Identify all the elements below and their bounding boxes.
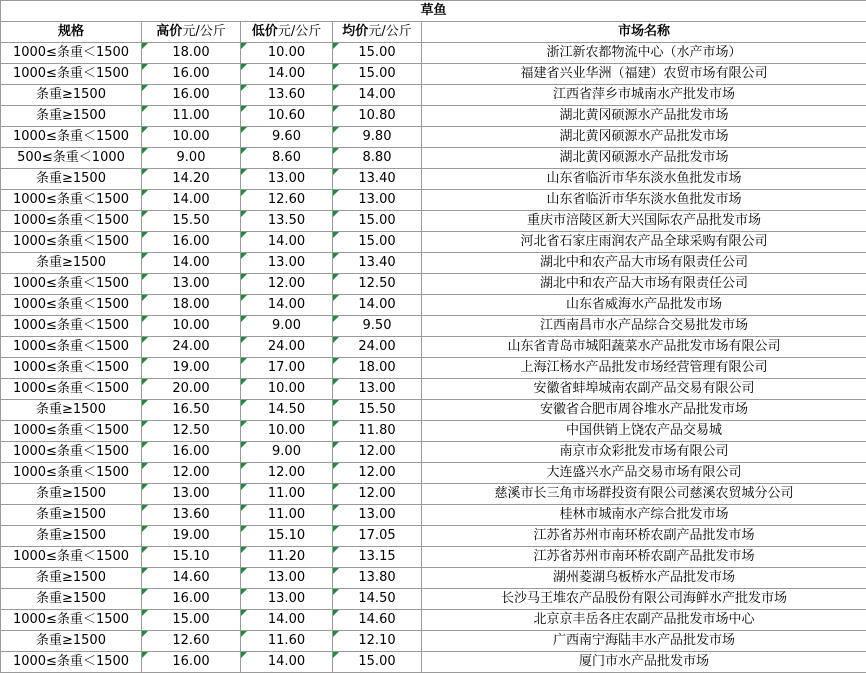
cell-avg-price[interactable]: 15.00 — [333, 64, 422, 85]
table-row — [1, 64, 866, 85]
cell-avg-price[interactable]: 11.80 — [333, 421, 422, 442]
cell-low-price[interactable]: 13.00 — [241, 568, 333, 589]
cell-low-price[interactable]: 14.00 — [241, 232, 333, 253]
cell-high-price[interactable]: 18.00 — [142, 295, 241, 316]
cell-low-price[interactable]: 14.00 — [241, 610, 333, 631]
cell-avg-price[interactable]: 18.00 — [333, 358, 422, 379]
cell-high-price[interactable]: 11.00 — [142, 106, 241, 127]
table-row — [1, 316, 866, 337]
cell-high-price[interactable]: 19.00 — [142, 358, 241, 379]
cell-low-price[interactable]: 13.00 — [241, 253, 333, 274]
cell-spec[interactable]: 1000≤条重＜1500 — [1, 274, 142, 295]
cell-high-price[interactable]: 16.00 — [142, 442, 241, 463]
cell-high-price[interactable]: 15.00 — [142, 610, 241, 631]
table-row — [1, 169, 866, 190]
cell-market-name[interactable]: 广西南宁海陆丰水产品批发市场 — [422, 631, 866, 652]
cell-low-price[interactable]: 12.60 — [241, 190, 333, 211]
cell-avg-price[interactable]: 15.00 — [333, 43, 422, 64]
cell-avg-price[interactable]: 13.00 — [333, 379, 422, 400]
cell-market-name[interactable]: 河北省石家庄雨润农产品全球采购有限公司 — [422, 232, 866, 253]
cell-avg-price[interactable]: 13.80 — [333, 568, 422, 589]
cell-low-price[interactable]: 11.00 — [241, 505, 333, 526]
cell-market-name[interactable]: 山东省青岛市城阳蔬菜水产品批发市场有限公司 — [422, 337, 866, 358]
table-row — [1, 274, 866, 295]
header-high[interactable] — [142, 22, 241, 43]
cell-spec[interactable]: 1000≤条重＜1500 — [1, 211, 142, 232]
cell-low-price[interactable]: 10.00 — [241, 379, 333, 400]
cell-avg-price[interactable]: 14.00 — [333, 85, 422, 106]
cell-low-price[interactable]: 13.50 — [241, 211, 333, 232]
cell-spec[interactable]: 条重≥1500 — [1, 631, 142, 652]
cell-spec[interactable]: 1000≤条重＜1500 — [1, 337, 142, 358]
cell-avg-price[interactable]: 8.80 — [333, 148, 422, 169]
table-row — [1, 337, 866, 358]
cell-spec[interactable]: 条重≥1500 — [1, 169, 142, 190]
cell-low-price[interactable]: 8.60 — [241, 148, 333, 169]
cell-low-price[interactable]: 24.00 — [241, 337, 333, 358]
cell-avg-price[interactable]: 9.80 — [333, 127, 422, 148]
cell-market-name[interactable]: 湖北中和农产品大市场有限责任公司 — [422, 274, 866, 295]
cell-high-price[interactable]: 14.20 — [142, 169, 241, 190]
cell-spec[interactable]: 1000≤条重＜1500 — [1, 232, 142, 253]
cell-market-name[interactable]: 慈溪市长三角市场群投资有限公司慈溪农贸城分公司 — [422, 484, 866, 505]
cell-market-name[interactable]: 长沙马王堆农产品股份有限公司海鲜水产批发市场 — [422, 589, 866, 610]
table-row — [1, 484, 866, 505]
cell-market-name[interactable]: 江西省萍乡市城南水产批发市场 — [422, 85, 866, 106]
cell-avg-price[interactable]: 17.05 — [333, 526, 422, 547]
header-avg-unit: 元/公斤 — [368, 24, 412, 39]
cell-low-price[interactable]: 11.20 — [241, 547, 333, 568]
cell-high-price[interactable]: 10.00 — [142, 316, 241, 337]
cell-low-price[interactable]: 13.60 — [241, 85, 333, 106]
cell-market-name[interactable]: 中国供销上饶农产品交易城 — [422, 421, 866, 442]
cell-spec[interactable]: 1000≤条重＜1500 — [1, 421, 142, 442]
table-row — [1, 526, 866, 547]
cell-avg-price[interactable]: 14.60 — [333, 610, 422, 631]
cell-high-price[interactable]: 14.00 — [142, 253, 241, 274]
cell-avg-price[interactable]: 13.40 — [333, 169, 422, 190]
table-row — [1, 127, 866, 148]
cell-high-price[interactable]: 14.60 — [142, 568, 241, 589]
cell-high-price[interactable]: 16.00 — [142, 652, 241, 673]
cell-low-price[interactable]: 14.50 — [241, 400, 333, 421]
table-row — [1, 652, 866, 673]
cell-avg-price[interactable]: 15.00 — [333, 652, 422, 673]
cell-market-name[interactable]: 桂林市城南水产综合批发市场 — [422, 505, 866, 526]
cell-avg-price[interactable]: 14.00 — [333, 295, 422, 316]
cell-low-price[interactable]: 13.00 — [241, 169, 333, 190]
cell-spec[interactable]: 1000≤条重＜1500 — [1, 295, 142, 316]
cell-market-name[interactable]: 湖北黄冈硕源水产品批发市场 — [422, 127, 866, 148]
cell-high-price[interactable]: 18.00 — [142, 43, 241, 64]
table-row — [1, 358, 866, 379]
cell-spec[interactable]: 1000≤条重＜1500 — [1, 190, 142, 211]
cell-high-price[interactable]: 13.00 — [142, 274, 241, 295]
cell-market-name[interactable]: 湖州菱湖乌板桥水产品批发市场 — [422, 568, 866, 589]
header-low-unit: 元/公斤 — [277, 24, 322, 39]
cell-avg-price[interactable]: 14.50 — [333, 589, 422, 610]
cell-spec[interactable]: 1000≤条重＜1500 — [1, 652, 142, 673]
cell-spec[interactable]: 条重≥1500 — [1, 85, 142, 106]
cell-avg-price[interactable]: 12.00 — [333, 484, 422, 505]
table-row — [1, 505, 866, 526]
header-low-label: 低价 — [251, 24, 278, 39]
cell-spec[interactable]: 1000≤条重＜1500 — [1, 358, 142, 379]
header-avg[interactable] — [333, 22, 422, 43]
cell-spec[interactable]: 1000≤条重＜1500 — [1, 547, 142, 568]
cell-low-price[interactable]: 11.00 — [241, 484, 333, 505]
cell-spec[interactable]: 1000≤条重＜1500 — [1, 64, 142, 85]
cell-high-price[interactable]: 16.00 — [142, 85, 241, 106]
table-row — [1, 610, 866, 631]
cell-low-price[interactable]: 15.10 — [241, 526, 333, 547]
cell-avg-price[interactable]: 24.00 — [333, 337, 422, 358]
cell-high-price[interactable]: 13.00 — [142, 484, 241, 505]
table-row — [1, 211, 866, 232]
cell-low-price[interactable]: 13.00 — [241, 589, 333, 610]
header-market[interactable]: 市场名称 — [422, 22, 866, 43]
cell-spec[interactable]: 1000≤条重＜1500 — [1, 127, 142, 148]
cell-avg-price[interactable]: 12.00 — [333, 463, 422, 484]
table-row — [1, 43, 866, 64]
table-row — [1, 568, 866, 589]
cell-market-name[interactable]: 上海江杨水产品批发市场经营管理有限公司 — [422, 358, 866, 379]
cell-spec[interactable]: 条重≥1500 — [1, 484, 142, 505]
cell-market-name[interactable]: 南京市众彩批发市场有限公司 — [422, 442, 866, 463]
cell-spec[interactable]: 1000≤条重＜1500 — [1, 610, 142, 631]
cell-avg-price[interactable]: 9.50 — [333, 316, 422, 337]
table-row — [1, 148, 866, 169]
cell-low-price[interactable]: 14.00 — [241, 295, 333, 316]
cell-high-price[interactable]: 9.00 — [142, 148, 241, 169]
cell-high-price[interactable]: 13.60 — [142, 505, 241, 526]
cell-avg-price[interactable]: 10.80 — [333, 106, 422, 127]
cell-spec[interactable]: 500≤条重＜1000 — [1, 148, 142, 169]
cell-spec[interactable]: 条重≥1500 — [1, 568, 142, 589]
cell-avg-price[interactable]: 12.00 — [333, 442, 422, 463]
table-row — [1, 463, 866, 484]
cell-market-name[interactable]: 湖北黄冈硕源水产品批发市场 — [422, 148, 866, 169]
cell-market-name[interactable]: 北京京丰岳各庄农副产品批发市场中心 — [422, 610, 866, 631]
table-row — [1, 106, 866, 127]
table-body — [1, 43, 866, 673]
cell-spec[interactable]: 条重≥1500 — [1, 400, 142, 421]
table-row — [1, 379, 866, 400]
table-row — [1, 547, 866, 568]
cell-high-price[interactable]: 12.50 — [142, 421, 241, 442]
cell-avg-price[interactable]: 15.00 — [333, 232, 422, 253]
sheet-title: 草鱼 — [1, 1, 866, 22]
cell-high-price[interactable]: 16.00 — [142, 64, 241, 85]
cell-low-price[interactable]: 10.00 — [241, 421, 333, 442]
cell-market-name[interactable]: 福建省兴业华洲（福建）农贸市场有限公司 — [422, 64, 866, 85]
cell-avg-price[interactable]: 15.00 — [333, 211, 422, 232]
header-low[interactable] — [241, 22, 333, 43]
cell-low-price[interactable]: 10.00 — [241, 43, 333, 64]
cell-market-name[interactable]: 山东省临沂市华东淡水鱼批发市场 — [422, 190, 866, 211]
cell-spec[interactable]: 1000≤条重＜1500 — [1, 463, 142, 484]
cell-spec[interactable]: 条重≥1500 — [1, 253, 142, 274]
cell-high-price[interactable]: 15.50 — [142, 211, 241, 232]
cell-avg-price[interactable]: 12.10 — [333, 631, 422, 652]
table-row — [1, 232, 866, 253]
table-row — [1, 253, 866, 274]
cell-low-price[interactable]: 9.00 — [241, 316, 333, 337]
cell-spec[interactable]: 1000≤条重＜1500 — [1, 379, 142, 400]
cell-high-price[interactable]: 15.10 — [142, 547, 241, 568]
cell-high-price[interactable]: 20.00 — [142, 379, 241, 400]
cell-market-name[interactable]: 安徽省合肥市周谷堆水产品批发市场 — [422, 400, 866, 421]
header-high-unit: 元/公斤 — [182, 24, 226, 39]
cell-high-price[interactable]: 16.00 — [142, 232, 241, 253]
cell-market-name[interactable]: 江苏省苏州市南环桥农副产品批发市场 — [422, 526, 866, 547]
table-row — [1, 85, 866, 106]
cell-avg-price[interactable]: 12.50 — [333, 274, 422, 295]
cell-spec[interactable]: 1000≤条重＜1500 — [1, 442, 142, 463]
cell-market-name[interactable]: 浙江新农都物流中心（水产市场） — [422, 43, 866, 64]
cell-high-price[interactable]: 16.00 — [142, 589, 241, 610]
cell-market-name[interactable]: 湖北中和农产品大市场有限责任公司 — [422, 253, 866, 274]
cell-low-price[interactable]: 12.00 — [241, 274, 333, 295]
cell-avg-price[interactable]: 13.00 — [333, 190, 422, 211]
cell-low-price[interactable]: 17.00 — [241, 358, 333, 379]
table-row — [1, 589, 866, 610]
cell-avg-price[interactable]: 13.00 — [333, 505, 422, 526]
header-high-label: 高价 — [156, 24, 183, 39]
cell-market-name[interactable]: 江苏省苏州市南环桥农副产品批发市场 — [422, 547, 866, 568]
cell-low-price[interactable]: 10.60 — [241, 106, 333, 127]
header-avg-label: 均价 — [342, 24, 369, 39]
cell-low-price[interactable]: 9.60 — [241, 127, 333, 148]
header-spec[interactable]: 规格 — [1, 22, 142, 43]
cell-spec[interactable]: 条重≥1500 — [1, 526, 142, 547]
cell-high-price[interactable]: 14.00 — [142, 190, 241, 211]
cell-spec[interactable]: 条重≥1500 — [1, 589, 142, 610]
cell-high-price[interactable]: 12.00 — [142, 463, 241, 484]
cell-market-name[interactable]: 山东省临沂市华东淡水鱼批发市场 — [422, 169, 866, 190]
cell-market-name[interactable]: 大连盛兴水产品交易市场有限公司 — [422, 463, 866, 484]
title-row — [1, 1, 866, 22]
table-row — [1, 400, 866, 421]
cell-high-price[interactable]: 19.00 — [142, 526, 241, 547]
cell-high-price[interactable]: 12.60 — [142, 631, 241, 652]
cell-spec[interactable]: 条重≥1500 — [1, 106, 142, 127]
table-row — [1, 295, 866, 316]
cell-high-price[interactable]: 10.00 — [142, 127, 241, 148]
table-row — [1, 421, 866, 442]
cell-market-name[interactable]: 安徽省蚌埠城南农副产品交易有限公司 — [422, 379, 866, 400]
cell-low-price[interactable]: 12.00 — [241, 463, 333, 484]
cell-avg-price[interactable]: 15.50 — [333, 400, 422, 421]
table-row — [1, 190, 866, 211]
cell-spec[interactable]: 条重≥1500 — [1, 505, 142, 526]
cell-spec[interactable]: 1000≤条重＜1500 — [1, 43, 142, 64]
cell-spec[interactable]: 1000≤条重＜1500 — [1, 316, 142, 337]
table-row — [1, 442, 866, 463]
cell-low-price[interactable]: 9.00 — [241, 442, 333, 463]
cell-market-name[interactable]: 山东省威海水产品批发市场 — [422, 295, 866, 316]
cell-avg-price[interactable]: 13.40 — [333, 253, 422, 274]
cell-high-price[interactable]: 24.00 — [142, 337, 241, 358]
cell-market-name[interactable]: 湖北黄冈硕源水产品批发市场 — [422, 106, 866, 127]
cell-market-name[interactable]: 重庆市涪陵区新大兴国际农产品批发市场 — [422, 211, 866, 232]
cell-low-price[interactable]: 14.00 — [241, 64, 333, 85]
cell-market-name[interactable]: 厦门市水产品批发市场 — [422, 652, 866, 673]
table-row — [1, 631, 866, 652]
cell-market-name[interactable]: 江西南昌市水产品综合交易批发市场 — [422, 316, 866, 337]
cell-high-price[interactable]: 16.50 — [142, 400, 241, 421]
cell-low-price[interactable]: 11.60 — [241, 631, 333, 652]
cell-low-price[interactable]: 14.00 — [241, 652, 333, 673]
header-row — [1, 22, 866, 43]
cell-avg-price[interactable]: 13.15 — [333, 547, 422, 568]
